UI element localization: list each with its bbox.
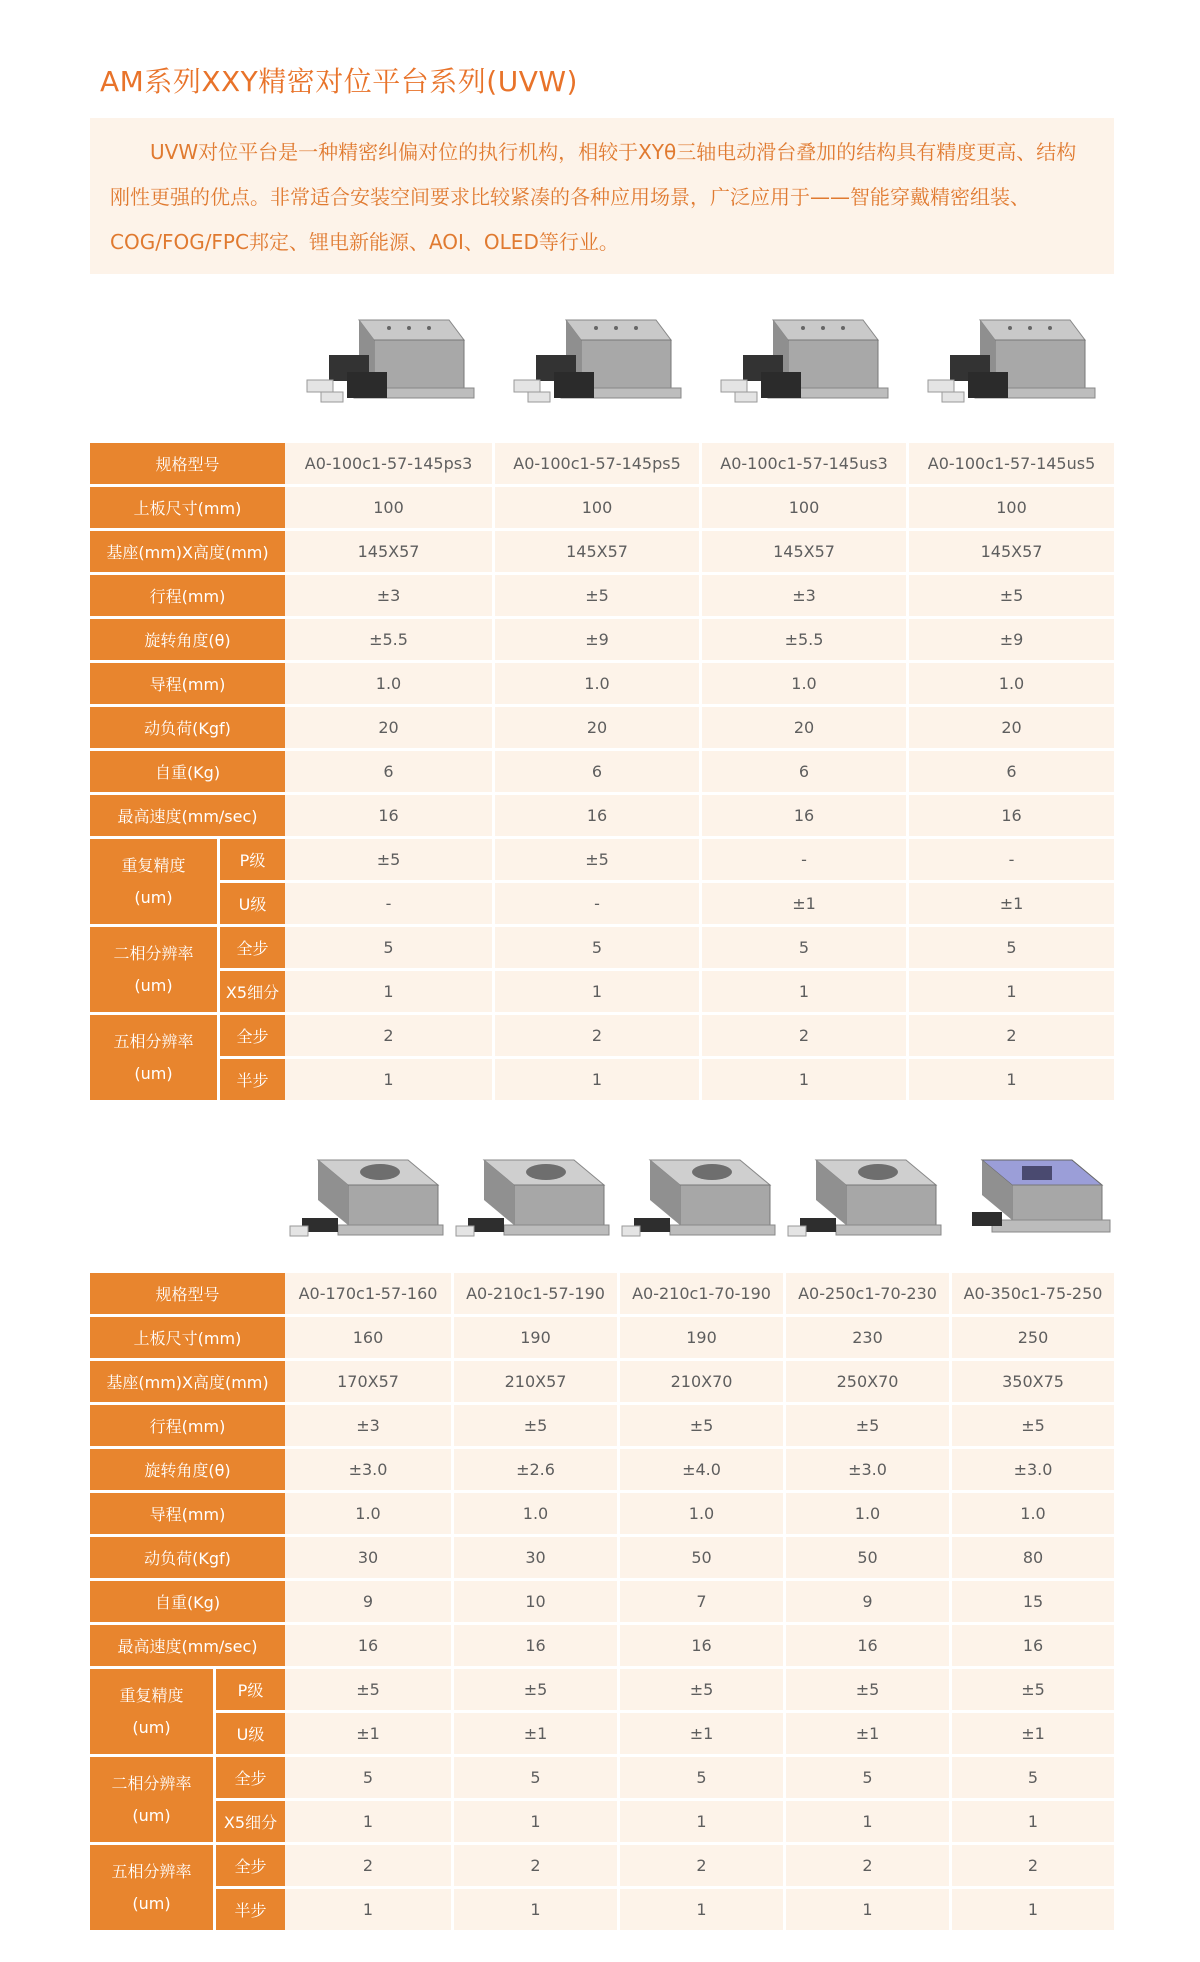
table-cell: 2 — [285, 1845, 451, 1886]
table-cell: 16 — [949, 1625, 1114, 1666]
table-cell: 20 — [285, 707, 492, 748]
table-cell: 1 — [451, 1801, 617, 1842]
row-label: 自重(Kg) — [90, 1581, 285, 1622]
table-cell: ±5 — [285, 839, 492, 880]
table-cell: 1.0 — [617, 1493, 783, 1534]
table-row — [90, 619, 1114, 660]
table-cell: A0-100c1-57-145ps5 — [492, 443, 699, 484]
table-cell: 190 — [451, 1317, 617, 1358]
table-cell: ±5.5 — [285, 619, 492, 660]
row-group-label — [90, 1015, 217, 1100]
row-label: 行程(mm) — [90, 575, 285, 616]
product-image-cell — [906, 300, 1113, 440]
table-row — [90, 795, 1114, 836]
table-cell: 1 — [906, 971, 1114, 1012]
table-cell: 16 — [617, 1625, 783, 1666]
table-cell: 30 — [285, 1537, 451, 1578]
table-cell: 1.0 — [451, 1493, 617, 1534]
row-label: 规格型号 — [90, 1273, 285, 1314]
row-label: 动负荷(Kgf) — [90, 707, 285, 748]
product-image — [920, 300, 1100, 440]
table-cell: A0-210c1-70-190 — [617, 1273, 783, 1314]
table-row — [90, 1059, 1114, 1100]
row-group-label — [90, 1845, 213, 1930]
table-cell: ±5 — [783, 1669, 949, 1710]
table-cell: 1 — [949, 1889, 1114, 1930]
table-cell: ±5 — [783, 1405, 949, 1446]
product-image — [299, 300, 479, 440]
product-image — [786, 1130, 946, 1270]
table-cell: 16 — [492, 795, 699, 836]
table-cell: ±5 — [451, 1669, 617, 1710]
table-cell: 1 — [949, 1801, 1114, 1842]
table-cell: 350X75 — [949, 1361, 1114, 1402]
row-label: 旋转角度(θ) — [90, 619, 285, 660]
row-sub-label: 全步 — [217, 927, 285, 968]
table-cell: 5 — [617, 1757, 783, 1798]
row-label: 导程(mm) — [90, 663, 285, 704]
table-cell: 1.0 — [492, 663, 699, 704]
row-label: 旋转角度(θ) — [90, 1449, 285, 1490]
table-cell: A0-100c1-57-145us3 — [699, 443, 906, 484]
table-cell: 1 — [783, 1889, 949, 1930]
table-cell: 5 — [285, 927, 492, 968]
table-cell: ±5 — [906, 575, 1114, 616]
table-cell: 1 — [492, 971, 699, 1012]
table-cell: ±5 — [617, 1405, 783, 1446]
table-cell: 2 — [949, 1845, 1114, 1886]
table-cell: 170X57 — [285, 1361, 451, 1402]
row-sub-label: P级 — [213, 1669, 285, 1710]
table-cell: ±5 — [492, 839, 699, 880]
table-cell: 6 — [699, 751, 906, 792]
table-row — [90, 1801, 1114, 1842]
table-cell: 1 — [285, 1059, 492, 1100]
row-group-label — [90, 839, 217, 924]
table-cell: 16 — [285, 795, 492, 836]
table-row — [90, 1625, 1114, 1666]
product-image-cell — [783, 1130, 949, 1270]
table-cell: - — [285, 883, 492, 924]
table-cell: 1 — [285, 971, 492, 1012]
table-cell: 20 — [906, 707, 1114, 748]
table-row — [90, 1537, 1114, 1578]
product-image — [713, 300, 893, 440]
product-image — [506, 300, 686, 440]
table-cell: 100 — [285, 487, 492, 528]
table-cell: 1.0 — [783, 1493, 949, 1534]
product-image-cell — [285, 300, 492, 440]
row-sub-label: 半步 — [217, 1059, 285, 1100]
product-image-cell — [699, 300, 906, 440]
table-row — [90, 1317, 1114, 1358]
table-cell: ±3 — [285, 575, 492, 616]
table-cell: A0-210c1-57-190 — [451, 1273, 617, 1314]
table-cell: 2 — [451, 1845, 617, 1886]
table-cell: 100 — [492, 487, 699, 528]
table-row — [90, 1361, 1114, 1402]
table-cell: A0-100c1-57-145us5 — [906, 443, 1114, 484]
group-label-title: 重复精度 — [119, 1685, 184, 1705]
table-cell: 145X57 — [492, 531, 699, 572]
product-image-cell — [451, 1130, 617, 1270]
table-cell: ±3 — [285, 1405, 451, 1446]
table-row — [90, 1581, 1114, 1622]
table-cell: 100 — [699, 487, 906, 528]
table-cell: 20 — [699, 707, 906, 748]
product-image-cell — [617, 1130, 783, 1270]
table-row — [90, 1845, 1114, 1886]
row-sub-label: 全步 — [213, 1757, 285, 1798]
table-cell: 145X57 — [699, 531, 906, 572]
table-cell: 1 — [617, 1889, 783, 1930]
group-label-unit: (um) — [134, 1063, 173, 1083]
product-image-row-2 — [285, 1130, 1114, 1270]
product-image-cell — [492, 300, 699, 440]
row-sub-label: X5细分 — [217, 971, 285, 1012]
table-cell: 145X57 — [906, 531, 1114, 572]
table-cell: ±5 — [949, 1669, 1114, 1710]
table-cell: 16 — [906, 795, 1114, 836]
table-row — [90, 927, 1114, 968]
table-cell: 9 — [783, 1581, 949, 1622]
table-cell: 6 — [492, 751, 699, 792]
table-cell: ±5 — [949, 1405, 1114, 1446]
table-cell: 1.0 — [285, 663, 492, 704]
table-cell: 1 — [285, 1889, 451, 1930]
table-cell: - — [699, 839, 906, 880]
table-cell: ±1 — [285, 1713, 451, 1754]
table-cell: 16 — [699, 795, 906, 836]
table-row — [90, 1669, 1114, 1710]
row-sub-label: 全步 — [213, 1845, 285, 1886]
row-label: 上板尺寸(mm) — [90, 487, 285, 528]
table-cell: 100 — [906, 487, 1114, 528]
table-cell: 2 — [699, 1015, 906, 1056]
table-cell: 15 — [949, 1581, 1114, 1622]
table-cell: 30 — [451, 1537, 617, 1578]
table-row — [90, 1273, 1114, 1314]
table-cell: 1 — [699, 971, 906, 1012]
table-row — [90, 751, 1114, 792]
table-cell: 145X57 — [285, 531, 492, 572]
table-cell: 16 — [451, 1625, 617, 1666]
table-row — [90, 1405, 1114, 1446]
table-cell: 2 — [783, 1845, 949, 1886]
table-cell: 250X70 — [783, 1361, 949, 1402]
group-label-title: 五相分辨率 — [111, 1861, 192, 1881]
row-sub-label: U级 — [217, 883, 285, 924]
table-cell: 16 — [783, 1625, 949, 1666]
table-cell: 230 — [783, 1317, 949, 1358]
table-row — [90, 531, 1114, 572]
table-row — [90, 663, 1114, 704]
spec-table-1 — [90, 440, 1114, 1103]
table-cell: 190 — [617, 1317, 783, 1358]
table-row — [90, 1449, 1114, 1490]
table-cell: 80 — [949, 1537, 1114, 1578]
row-label: 基座(mm)X高度(mm) — [90, 1361, 285, 1402]
row-sub-label: 全步 — [217, 1015, 285, 1056]
group-label-unit: (um) — [134, 975, 173, 995]
product-image — [454, 1130, 614, 1270]
table-row — [90, 971, 1114, 1012]
table-cell: ±3.0 — [783, 1449, 949, 1490]
page-title: AM系列XXY精密对位平台系列(UVW) — [100, 65, 578, 98]
table-cell: ±1 — [783, 1713, 949, 1754]
row-sub-label: P级 — [217, 839, 285, 880]
row-label: 上板尺寸(mm) — [90, 1317, 285, 1358]
table-cell: ±9 — [492, 619, 699, 660]
row-group-label — [90, 1757, 213, 1842]
product-image — [620, 1130, 780, 1270]
group-label-title: 重复精度 — [121, 855, 186, 875]
row-label: 最高速度(mm/sec) — [90, 1625, 285, 1666]
table-cell: 6 — [285, 751, 492, 792]
row-label: 自重(Kg) — [90, 751, 285, 792]
table-cell: 2 — [617, 1845, 783, 1886]
table-cell: 1.0 — [906, 663, 1114, 704]
table-cell: - — [906, 839, 1114, 880]
table-cell: A0-100c1-57-145ps3 — [285, 443, 492, 484]
row-group-label — [90, 927, 217, 1012]
group-label-title: 二相分辨率 — [111, 1773, 192, 1793]
table-cell: ±5 — [617, 1669, 783, 1710]
table-cell: 5 — [699, 927, 906, 968]
table-cell: 5 — [783, 1757, 949, 1798]
table-cell: ±3.0 — [949, 1449, 1114, 1490]
table-cell: ±5 — [285, 1669, 451, 1710]
table-cell: A0-250c1-70-230 — [783, 1273, 949, 1314]
table-cell: 9 — [285, 1581, 451, 1622]
table-cell: ±1 — [906, 883, 1114, 924]
table-cell: 210X57 — [451, 1361, 617, 1402]
table-cell: ±3.0 — [285, 1449, 451, 1490]
table-cell: ±4.0 — [617, 1449, 783, 1490]
table-cell: 20 — [492, 707, 699, 748]
table-cell: A0-170c1-57-160 — [285, 1273, 451, 1314]
table-cell: 250 — [949, 1317, 1114, 1358]
row-label: 行程(mm) — [90, 1405, 285, 1446]
row-sub-label: X5细分 — [213, 1801, 285, 1842]
product-image — [288, 1130, 448, 1270]
intro-text: UVW对位平台是一种精密纠偏对位的执行机构，相较于XYθ三轴电动滑台叠加的结构具有精度更高、结构刚性更强的优点。非常适合安装空间要求比较紧凑的各种应用场景，广泛应用于——智能穿戴精密组装、COG/FOG/FPC邦定、锂电新能源、AOI、OLED等行业。 — [110, 140, 1077, 254]
table-cell: 1.0 — [699, 663, 906, 704]
row-sub-label: 半步 — [213, 1889, 285, 1930]
table-cell: 16 — [285, 1625, 451, 1666]
table-row — [90, 1015, 1114, 1056]
row-label: 规格型号 — [90, 443, 285, 484]
group-label-unit: (um) — [132, 1893, 171, 1913]
table-cell: ±9 — [906, 619, 1114, 660]
table-row — [90, 487, 1114, 528]
table-row — [90, 839, 1114, 880]
table-row — [90, 1493, 1114, 1534]
table-cell: 5 — [451, 1757, 617, 1798]
group-label-unit: (um) — [132, 1717, 171, 1737]
row-label: 基座(mm)X高度(mm) — [90, 531, 285, 572]
table-cell: ±1 — [699, 883, 906, 924]
table-cell: 2 — [285, 1015, 492, 1056]
table-row — [90, 1757, 1114, 1798]
table-cell: ±1 — [949, 1713, 1114, 1754]
product-image-row-1 — [285, 300, 1114, 440]
table-cell: 1 — [906, 1059, 1114, 1100]
product-image — [952, 1130, 1112, 1270]
table-cell: 1 — [617, 1801, 783, 1842]
table-row — [90, 883, 1114, 924]
product-image-cell — [949, 1130, 1114, 1270]
table-cell: 1 — [492, 1059, 699, 1100]
row-label: 导程(mm) — [90, 1493, 285, 1534]
table-row — [90, 443, 1114, 484]
table-cell: - — [492, 883, 699, 924]
table-cell: 5 — [285, 1757, 451, 1798]
table-cell: 50 — [783, 1537, 949, 1578]
table-cell: 1.0 — [949, 1493, 1114, 1534]
table-row — [90, 1889, 1114, 1930]
table-cell: 1 — [285, 1801, 451, 1842]
table-cell: 1 — [783, 1801, 949, 1842]
row-label: 动负荷(Kgf) — [90, 1537, 285, 1578]
table-cell: ±1 — [451, 1713, 617, 1754]
table-cell: ±1 — [617, 1713, 783, 1754]
row-sub-label: U级 — [213, 1713, 285, 1754]
table-row — [90, 575, 1114, 616]
table-cell: ±3 — [699, 575, 906, 616]
table-cell: 5 — [906, 927, 1114, 968]
table-cell: 2 — [492, 1015, 699, 1056]
table-cell: 210X70 — [617, 1361, 783, 1402]
row-group-label — [90, 1669, 213, 1754]
row-label: 最高速度(mm/sec) — [90, 795, 285, 836]
table-cell: ±5 — [492, 575, 699, 616]
table-cell: 10 — [451, 1581, 617, 1622]
table-cell: 7 — [617, 1581, 783, 1622]
table-cell: ±5.5 — [699, 619, 906, 660]
table-cell: 5 — [949, 1757, 1114, 1798]
table-cell: 160 — [285, 1317, 451, 1358]
table-cell: 6 — [906, 751, 1114, 792]
product-image-cell — [285, 1130, 451, 1270]
table-cell: 1.0 — [285, 1493, 451, 1534]
group-label-unit: (um) — [132, 1805, 171, 1825]
table-cell: 2 — [906, 1015, 1114, 1056]
table-cell: 50 — [617, 1537, 783, 1578]
table-cell: A0-350c1-75-250 — [949, 1273, 1114, 1314]
table-row — [90, 707, 1114, 748]
group-label-unit: (um) — [134, 887, 173, 907]
intro-box — [90, 118, 1114, 274]
group-label-title: 二相分辨率 — [113, 943, 194, 963]
group-label-title: 五相分辨率 — [113, 1031, 194, 1051]
table-cell: 1 — [451, 1889, 617, 1930]
table-cell: 5 — [492, 927, 699, 968]
table-cell: ±5 — [451, 1405, 617, 1446]
table-row — [90, 1713, 1114, 1754]
spec-table-2 — [90, 1270, 1114, 1933]
table-cell: 1 — [699, 1059, 906, 1100]
table-cell: ±2.6 — [451, 1449, 617, 1490]
